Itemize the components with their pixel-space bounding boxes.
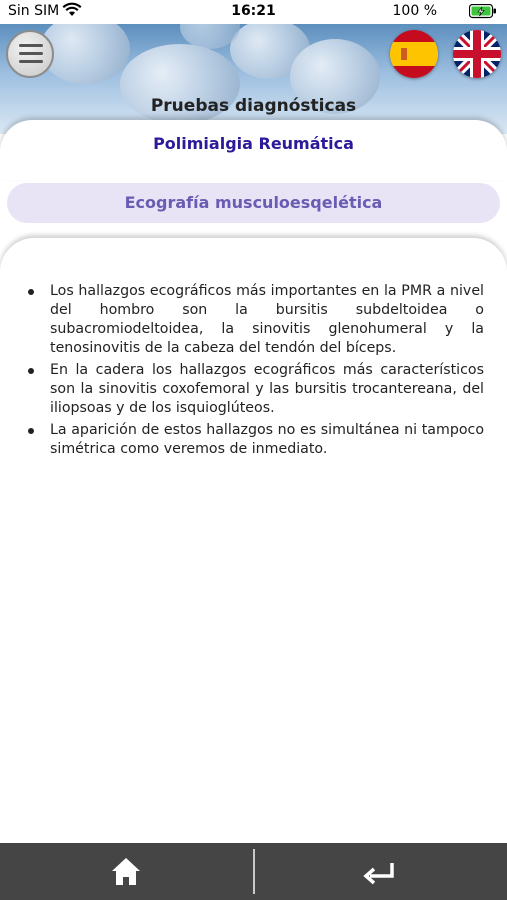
home-icon: [96, 851, 156, 893]
battery-charging-icon: [469, 4, 497, 19]
subsection-title: Ecografía musculoesqelética: [7, 183, 500, 223]
content-list: [22, 282, 484, 462]
battery-percentage: 100 %: [392, 3, 437, 19]
list-item-text: En la cadera los hallazgos ecográficos más característicos son la sinovitis coxofemoral y las bursitis trocantereana, del iliopsoas y de los isquioglúteos.: [50, 362, 484, 416]
home-button[interactable]: [96, 851, 156, 893]
list-item: [22, 421, 484, 459]
list-item-text: La aparición de estos hallazgos no es simultánea ni tampoco simétrica como veremos de inmediato.: [50, 422, 484, 457]
page-title: Pruebas diagnósticas: [150, 96, 357, 116]
bullet-icon: [28, 428, 34, 434]
language-spanish-button[interactable]: [390, 30, 438, 78]
bullet-icon: [28, 289, 34, 295]
return-arrow-icon: [350, 851, 410, 893]
bottom-navigation: [0, 843, 507, 900]
clock: 16:21: [231, 3, 276, 19]
list-item-text: Los hallazgos ecográficos más importantes en la PMR a nivel del hombro son la bursitis subdeltoidea o subacromiodeltoidea, la sinovitis glenohumeral y la tenosinovitis de la cabeza del tendón del bíceps.: [50, 283, 484, 356]
hamburger-menu-icon: [19, 52, 43, 55]
list-item: [22, 282, 484, 358]
menu-button[interactable]: [6, 30, 54, 78]
hamburger-menu-icon: [19, 44, 43, 47]
status-bar: [0, 0, 507, 24]
carrier-label: Sin SIM: [8, 3, 60, 19]
back-button[interactable]: [350, 851, 410, 893]
language-english-button[interactable]: [453, 30, 501, 78]
nav-divider: [253, 849, 255, 894]
spain-flag-icon: [390, 30, 438, 78]
section-title: Polimialgia Reumática: [153, 134, 354, 153]
uk-flag-icon: [453, 30, 501, 78]
hamburger-menu-icon: [19, 60, 43, 63]
bullet-icon: [28, 368, 34, 374]
list-item: [22, 361, 484, 418]
